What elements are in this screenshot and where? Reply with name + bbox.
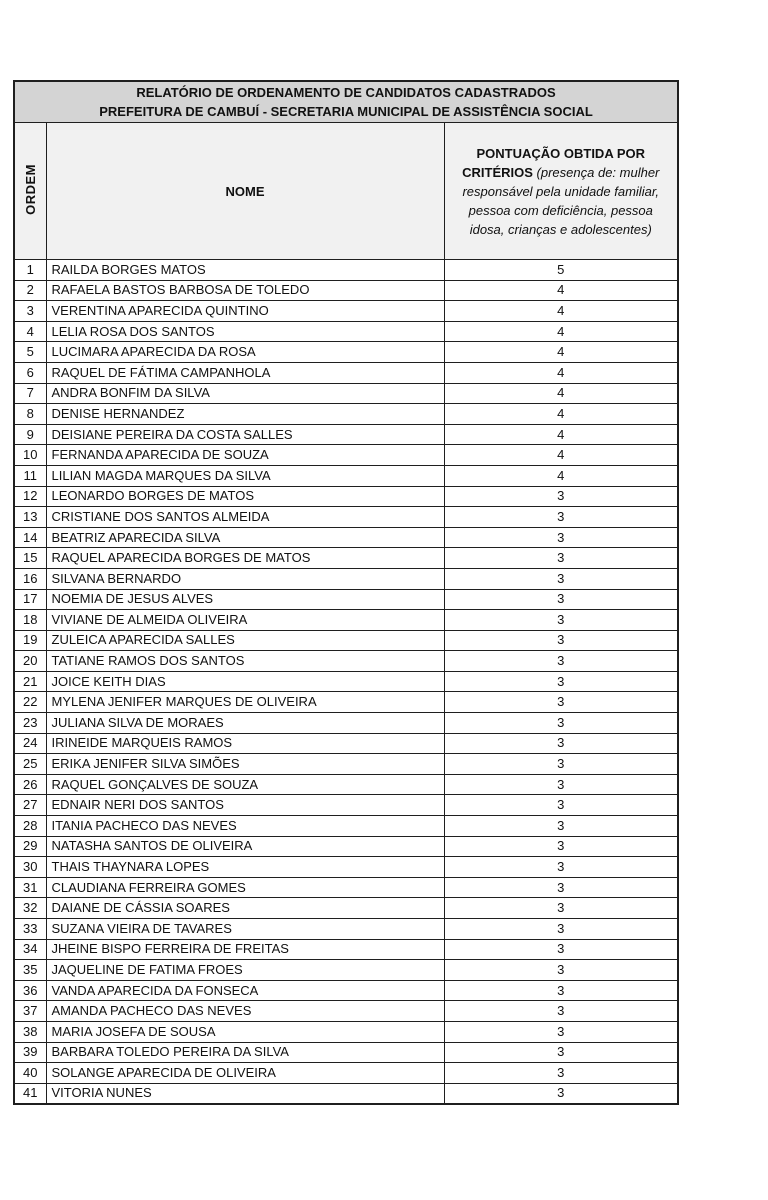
table-row	[14, 548, 678, 569]
cell-ordem: 34	[14, 939, 46, 960]
cell-ordem: 7	[14, 383, 46, 404]
cell-nome: RAQUEL DE FÁTIMA CAMPANHOLA	[46, 362, 444, 383]
cell-pontuacao: 3	[444, 795, 678, 816]
cell-ordem: 40	[14, 1063, 46, 1084]
cell-ordem: 12	[14, 486, 46, 507]
table-row	[14, 342, 678, 363]
cell-nome: JAQUELINE DE FATIMA FROES	[46, 960, 444, 981]
cell-pontuacao: 3	[444, 1063, 678, 1084]
cell-pontuacao: 3	[444, 939, 678, 960]
cell-nome: ZULEICA APARECIDA SALLES	[46, 630, 444, 651]
cell-ordem: 31	[14, 877, 46, 898]
cell-pontuacao: 3	[444, 507, 678, 528]
table-row	[14, 527, 678, 548]
cell-ordem: 33	[14, 919, 46, 940]
column-header-nome	[46, 123, 444, 260]
table-row	[14, 836, 678, 857]
cell-nome: BEATRIZ APARECIDA SILVA	[46, 527, 444, 548]
table-row	[14, 280, 678, 301]
cell-nome: RAILDA BORGES MATOS	[46, 260, 444, 281]
cell-nome: VERENTINA APARECIDA QUINTINO	[46, 301, 444, 322]
cell-ordem: 35	[14, 960, 46, 981]
table-row	[14, 362, 678, 383]
cell-nome: VITORIA NUNES	[46, 1083, 444, 1104]
cell-pontuacao: 4	[444, 445, 678, 466]
column-header-pontuacao-bold: PONTUAÇÃO OBTIDA POR CRITÉRIOS	[462, 145, 646, 180]
cell-pontuacao: 4	[444, 342, 678, 363]
cell-ordem: 39	[14, 1042, 46, 1063]
report-title-line2: PREFEITURA DE CAMBUÍ - SECRETARIA MUNICIPAL DE ASSISTÊNCIA SOCIAL	[99, 104, 593, 119]
cell-nome: LILIAN MAGDA MARQUES DA SILVA	[46, 465, 444, 486]
cell-pontuacao: 3	[444, 630, 678, 651]
cell-nome: DAIANE DE CÁSSIA SOARES	[46, 898, 444, 919]
cell-pontuacao: 3	[444, 754, 678, 775]
cell-ordem: 29	[14, 836, 46, 857]
table-row	[14, 692, 678, 713]
table-row	[14, 383, 678, 404]
cell-pontuacao: 3	[444, 527, 678, 548]
table-row	[14, 1021, 678, 1042]
table-row	[14, 568, 678, 589]
table-row	[14, 1063, 678, 1084]
title-row	[14, 81, 678, 123]
cell-pontuacao: 3	[444, 733, 678, 754]
cell-pontuacao: 3	[444, 960, 678, 981]
cell-nome: TATIANE RAMOS DOS SANTOS	[46, 651, 444, 672]
cell-ordem: 14	[14, 527, 46, 548]
table-row	[14, 424, 678, 445]
table-row	[14, 301, 678, 322]
table-row	[14, 795, 678, 816]
cell-pontuacao: 3	[444, 1083, 678, 1104]
cell-pontuacao: 3	[444, 919, 678, 940]
cell-ordem: 13	[14, 507, 46, 528]
cell-nome: NATASHA SANTOS DE OLIVEIRA	[46, 836, 444, 857]
cell-nome: EDNAIR NERI DOS SANTOS	[46, 795, 444, 816]
cell-ordem: 2	[14, 280, 46, 301]
candidates-table	[13, 80, 679, 1105]
cell-nome: DEISIANE PEREIRA DA COSTA SALLES	[46, 424, 444, 445]
cell-pontuacao: 3	[444, 816, 678, 837]
table-row	[14, 898, 678, 919]
cell-nome: MYLENA JENIFER MARQUES DE OLIVEIRA	[46, 692, 444, 713]
cell-nome: RAFAELA BASTOS BARBOSA DE TOLEDO	[46, 280, 444, 301]
cell-nome: FERNANDA APARECIDA DE SOUZA	[46, 445, 444, 466]
cell-ordem: 8	[14, 404, 46, 425]
cell-ordem: 5	[14, 342, 46, 363]
cell-ordem: 25	[14, 754, 46, 775]
cell-nome: LUCIMARA APARECIDA DA ROSA	[46, 342, 444, 363]
table-row	[14, 589, 678, 610]
table-row	[14, 465, 678, 486]
table-row	[14, 733, 678, 754]
cell-ordem: 11	[14, 465, 46, 486]
cell-pontuacao: 4	[444, 321, 678, 342]
table-row	[14, 404, 678, 425]
cell-ordem: 3	[14, 301, 46, 322]
cell-ordem: 18	[14, 610, 46, 631]
table-row	[14, 445, 678, 466]
cell-nome: ANDRA BONFIM DA SILVA	[46, 383, 444, 404]
cell-ordem: 30	[14, 857, 46, 878]
cell-nome: AMANDA PACHECO DAS NEVES	[46, 1001, 444, 1022]
cell-pontuacao: 4	[444, 404, 678, 425]
cell-ordem: 38	[14, 1021, 46, 1042]
column-header-row	[14, 123, 678, 260]
cell-ordem: 28	[14, 816, 46, 837]
cell-ordem: 41	[14, 1083, 46, 1104]
cell-nome: VANDA APARECIDA DA FONSECA	[46, 980, 444, 1001]
cell-ordem: 1	[14, 260, 46, 281]
cell-pontuacao: 3	[444, 877, 678, 898]
cell-pontuacao: 3	[444, 774, 678, 795]
cell-nome: CRISTIANE DOS SANTOS ALMEIDA	[46, 507, 444, 528]
cell-ordem: 21	[14, 671, 46, 692]
cell-pontuacao: 3	[444, 713, 678, 734]
cell-pontuacao: 4	[444, 383, 678, 404]
table-row	[14, 939, 678, 960]
cell-ordem: 17	[14, 589, 46, 610]
cell-nome: NOEMIA DE JESUS ALVES	[46, 589, 444, 610]
cell-ordem: 32	[14, 898, 46, 919]
column-header-ordem	[14, 123, 46, 260]
cell-pontuacao: 3	[444, 857, 678, 878]
cell-ordem: 4	[14, 321, 46, 342]
cell-nome: THAIS THAYNARA LOPES	[46, 857, 444, 878]
column-header-ordem-label: ORDEM	[22, 164, 38, 215]
cell-ordem: 37	[14, 1001, 46, 1022]
cell-ordem: 10	[14, 445, 46, 466]
cell-pontuacao: 3	[444, 692, 678, 713]
cell-pontuacao: 4	[444, 280, 678, 301]
cell-pontuacao: 3	[444, 898, 678, 919]
cell-pontuacao: 3	[444, 548, 678, 569]
table-row	[14, 774, 678, 795]
cell-pontuacao: 3	[444, 589, 678, 610]
table-row	[14, 754, 678, 775]
cell-ordem: 22	[14, 692, 46, 713]
cell-ordem: 9	[14, 424, 46, 445]
table-row	[14, 816, 678, 837]
cell-nome: JOICE KEITH DIAS	[46, 671, 444, 692]
cell-nome: DENISE HERNANDEZ	[46, 404, 444, 425]
cell-nome: ERIKA JENIFER SILVA SIMÕES	[46, 754, 444, 775]
cell-ordem: 36	[14, 980, 46, 1001]
cell-ordem: 6	[14, 362, 46, 383]
cell-pontuacao: 4	[444, 424, 678, 445]
table-row	[14, 260, 678, 281]
cell-pontuacao: 3	[444, 980, 678, 1001]
cell-ordem: 26	[14, 774, 46, 795]
cell-pontuacao: 3	[444, 1021, 678, 1042]
table-row	[14, 1042, 678, 1063]
table-row	[14, 671, 678, 692]
cell-nome: ITANIA PACHECO DAS NEVES	[46, 816, 444, 837]
cell-pontuacao: 4	[444, 362, 678, 383]
cell-nome: JHEINE BISPO FERREIRA DE FREITAS	[46, 939, 444, 960]
table-row	[14, 321, 678, 342]
table-row	[14, 877, 678, 898]
cell-ordem: 19	[14, 630, 46, 651]
candidate-rows	[14, 260, 678, 1104]
cell-pontuacao: 3	[444, 486, 678, 507]
table-row	[14, 507, 678, 528]
cell-ordem: 23	[14, 713, 46, 734]
cell-nome: IRINEIDE MARQUEIS RAMOS	[46, 733, 444, 754]
table-row	[14, 651, 678, 672]
cell-nome: SUZANA VIEIRA DE TAVARES	[46, 919, 444, 940]
table-row	[14, 1001, 678, 1022]
column-header-pontuacao	[444, 123, 678, 260]
table-row	[14, 630, 678, 651]
cell-pontuacao: 3	[444, 651, 678, 672]
cell-nome: RAQUEL APARECIDA BORGES DE MATOS	[46, 548, 444, 569]
report-title	[14, 81, 678, 123]
cell-pontuacao: 3	[444, 1001, 678, 1022]
table-row	[14, 610, 678, 631]
cell-nome: JULIANA SILVA DE MORAES	[46, 713, 444, 734]
cell-pontuacao: 3	[444, 1042, 678, 1063]
table-row	[14, 713, 678, 734]
column-header-pontuacao-italic: (presença de: mulher responsável pela unidade familiar, pessoa com deficiência, pessoa idosa, crianças e adolescentes)	[462, 164, 660, 237]
cell-pontuacao: 5	[444, 260, 678, 281]
cell-pontuacao: 3	[444, 836, 678, 857]
cell-pontuacao: 4	[444, 465, 678, 486]
table-row	[14, 486, 678, 507]
cell-pontuacao: 3	[444, 568, 678, 589]
cell-ordem: 16	[14, 568, 46, 589]
cell-ordem: 20	[14, 651, 46, 672]
table-row	[14, 857, 678, 878]
table-row	[14, 960, 678, 981]
cell-nome: CLAUDIANA FERREIRA GOMES	[46, 877, 444, 898]
cell-ordem: 15	[14, 548, 46, 569]
cell-pontuacao: 3	[444, 610, 678, 631]
table-row	[14, 919, 678, 940]
cell-nome: SILVANA BERNARDO	[46, 568, 444, 589]
cell-nome: BARBARA TOLEDO PEREIRA DA SILVA	[46, 1042, 444, 1063]
report-title-line1: RELATÓRIO DE ORDENAMENTO DE CANDIDATOS CADASTRADOS	[136, 85, 556, 100]
cell-nome: VIVIANE DE ALMEIDA OLIVEIRA	[46, 610, 444, 631]
cell-nome: RAQUEL GONÇALVES DE SOUZA	[46, 774, 444, 795]
cell-ordem: 27	[14, 795, 46, 816]
table-row	[14, 980, 678, 1001]
cell-pontuacao: 4	[444, 301, 678, 322]
table-row	[14, 1083, 678, 1104]
cell-nome: LELIA ROSA DOS SANTOS	[46, 321, 444, 342]
cell-nome: MARIA JOSEFA DE SOUSA	[46, 1021, 444, 1042]
cell-ordem: 24	[14, 733, 46, 754]
cell-nome: LEONARDO BORGES DE MATOS	[46, 486, 444, 507]
cell-nome: SOLANGE APARECIDA DE OLIVEIRA	[46, 1063, 444, 1084]
column-header-nome-label: NOME	[225, 183, 265, 199]
cell-pontuacao: 3	[444, 671, 678, 692]
